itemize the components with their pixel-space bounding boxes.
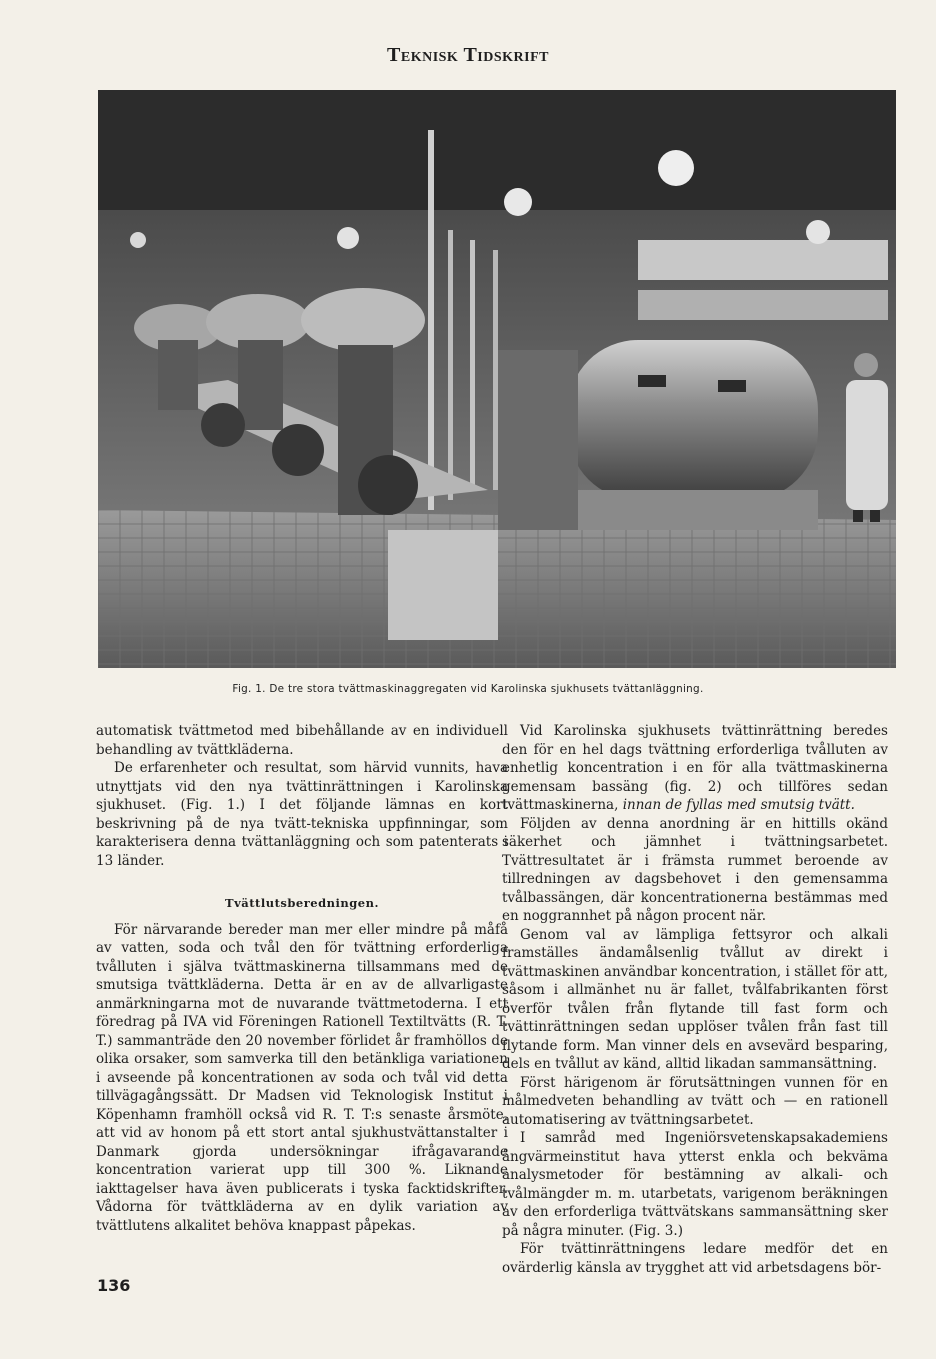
paragraph bbox=[502, 722, 888, 815]
figure-caption: Fig. 1. De tre stora tvättmaskinaggregaten vid Karolinska sjukhusets tvättanläggning. bbox=[232, 683, 704, 695]
paragraph: Genom val av lämpliga fettsyror och alkali framställes ändamålsenlig tvållut av direkt i tvättmaskinen användbar koncentration, i stället för att, såsom i allmänhet nu är fallet, tvålfabrikanten först överför tvålen från flytande till fast form och tvättinrättningen sedan upplöser tvålen från fast till flytande form. Man vinner dels en avsevärd besparing, dels en tvållut av känd, alltid likadan sammansättning. bbox=[502, 926, 888, 1072]
paragraph-text: Vid Karolinska sjukhusets tvättinrättning beredes den för en hel dags tvättning erforderliga tvålluten av enhetlig koncentration i en för alla tvättmaskinerna gemensam bassäng (fig. 2) och tillföres sedan tvättmaskinerna, bbox=[502, 723, 888, 813]
paragraph: De erfarenheter och resultat, som härvid vunnits, hava utnyttjats vid den nya tvättinrättningen i Karolinska sjukhuset. (Fig. 1.) I det följande lämnas en kort beskrivning på de nya tvätt-tekniska uppfinningar, som karakterisera denna tvättanläggning och som patenterats i 13 länder. bbox=[96, 760, 508, 869]
emphasized-text: innan de fyllas med smutsig tvätt. bbox=[622, 797, 855, 813]
paragraph: I samråd med Ingeniörsvetenskapsakademiens ångvärmeinstitut hava ytterst enkla och bekväma analysmetoder för bestämning av alkali- och tvålmängder m. m. utarbetats, varigenom beräkningen av den erforderliga tvättvätskans sammansättning sker på några minuter. (Fig. 3.) bbox=[502, 1130, 888, 1239]
paragraph: För närvarande bereder man mer eller mindre på måfå av vatten, soda och tvål den för tvättning erforderliga tvålluten i själva tvättmaskinerna tillsammans med de smutsiga tvättkläderna. Detta är en av de allvarligaste anmärkningarna mot de nuvarande tvättmetoderna. I ett föredrag på IVA vid Föreningen Rationell Textiltvätts (R. T. T.) sammanträde den 20 november förlidet år framhöllos de olika orsaker, som samverka till den betänkliga variationen i avseende på koncentrationen av soda och tvål vid detta tillvägagångssätt. Dr Madsen vid Teknologisk Institut i Köpenhamn framhöll också vid R. T. T:s senaste årsmöte, att vid av honom på ett stort antal sjukhustvättanstalter i Danmark gjorda undersökningar ifrågavarande koncentration varierat upp till 300 %. Liknande iakttagelser hava även publicerats i tyska facktidskrifter. Vådorna för tvättkläderna av en dylik variation av tvättlutens alkalitet behöva knappast påpekas. bbox=[96, 921, 508, 1234]
right-column bbox=[502, 722, 888, 1277]
masthead: Teknisk Tidskrift bbox=[387, 44, 549, 66]
page-number: 136 bbox=[97, 1276, 131, 1295]
paragraph: Först härigenom är förutsättningen vunnen för en målmedveten behandling av tvätt och — en rationell automatisering av tvättningsarbetet. bbox=[502, 1074, 888, 1128]
figure-photo bbox=[98, 90, 896, 668]
paragraph: automatisk tvättmetod med bibehållande av en individuell behandling av tvättkläderna. bbox=[96, 723, 508, 758]
section-heading: Tvättlutsberedningen. bbox=[225, 896, 379, 910]
left-column bbox=[96, 722, 508, 1235]
paragraph: För tvättinrättningens ledare medför det en ovärderlig känsla av trygghet att vid arbetsdagens bör- bbox=[502, 1241, 888, 1276]
paragraph: Följden av denna anordning är en hittills okänd säkerhet och jämnhet i tvättningsarbetet. Tvättresultatet är i främsta rummet beroende av tillredningen av dagsbehovet i den gemensamma tvålbassängen, där koncentrationerna bestämmas med en noggrannhet på någon procent när. bbox=[502, 815, 888, 924]
